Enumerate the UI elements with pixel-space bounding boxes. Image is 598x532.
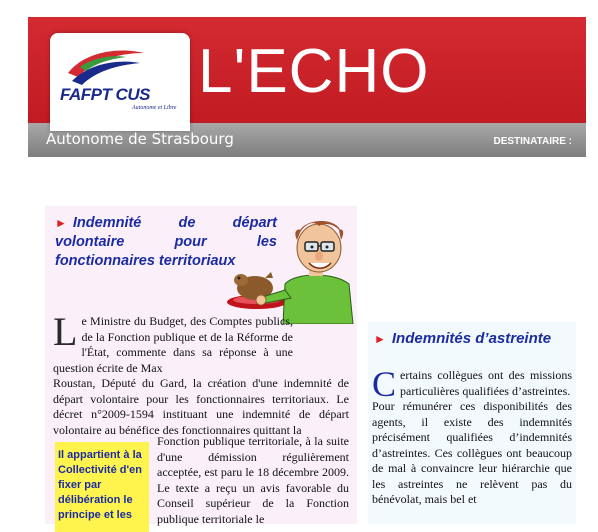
article-indemnites-astreinte bbox=[368, 322, 576, 524]
article2-heading-text: Indemnités d’astreinte bbox=[391, 330, 552, 347]
article1-body bbox=[53, 309, 349, 438]
article2-body bbox=[372, 364, 572, 508]
article1-body-continued: Fonction publique territoriale, à la suite d'une démission régulièrement acceptée, est paru le 18 décembre 2009. Le texte a reçu un avis favorable du Conseil supérieur de la Fonction publique territoriale le bbox=[157, 434, 349, 526]
article1-body-full: Roustan, Député du Gard, la création d'une indemnité de départ volontaire pour les fonctionnaires territoriaux. Le décret n°2009-1594 instituant une indemnité de départ volontaire au bénéfice des fonctionnaires quittant la bbox=[53, 376, 349, 437]
arrow-bullet-icon: ► bbox=[55, 216, 67, 230]
destinataire-label: DESTINATAIRE : bbox=[493, 136, 572, 147]
article-indemnite-depart bbox=[45, 206, 357, 524]
logo-swoosh-icon bbox=[60, 43, 150, 89]
callout-box bbox=[55, 442, 149, 532]
callout-text: Il appartient à la Collectivité d'en fixer par délibération le principe et les bbox=[58, 449, 142, 521]
logo bbox=[50, 33, 190, 131]
article2-dropcap: C bbox=[372, 364, 397, 404]
article2-body-first: ertains collègues ont des missions particulières qualifiées d’astreintes. bbox=[400, 368, 572, 398]
newsletter-header bbox=[28, 17, 586, 157]
article1-body-indented: e Ministre du Budget, des Comptes publics, de la Fonction publique et de la Réforme de l'État, commente dans sa réponse à une question écrite de Max bbox=[53, 314, 293, 375]
logo-tagline: Autonome et Libre bbox=[132, 105, 177, 111]
article1-heading-text: Indemnité de départ volontaire pour les fonctionnaires territoriaux bbox=[55, 215, 277, 269]
cartoon-man-illustration bbox=[225, 214, 357, 324]
article1-dropcap: L bbox=[53, 309, 78, 354]
newsletter-subtitle: Autonome de Strasbourg bbox=[46, 130, 234, 148]
logo-text: FAFPT CUS bbox=[60, 85, 150, 104]
newsletter-title: L'ECHO bbox=[198, 37, 430, 106]
arrow-bullet-icon: ► bbox=[374, 332, 386, 346]
article2-heading bbox=[374, 330, 551, 347]
article2-body-second: Pour rémunérer ces disponibilités des agents, il existe des indemnités précisément qualifiées d’indemnités d’astreintes. Ces collègues ont beaucoup de mal à convaincre leur hiérarchie que les astreintes ne relèvent pas du bénévolat, mais bel et bbox=[372, 399, 572, 506]
